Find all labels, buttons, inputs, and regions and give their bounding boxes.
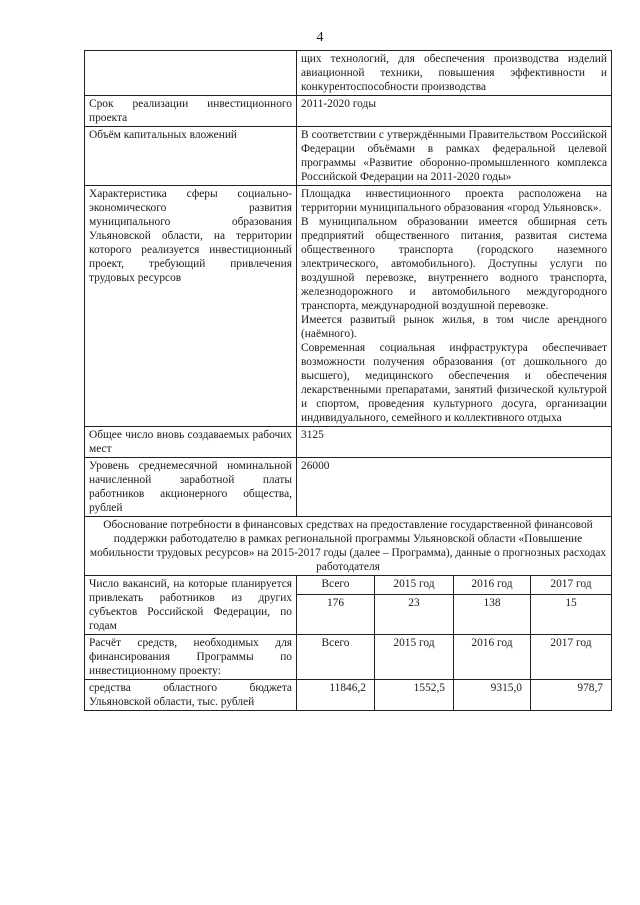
vacancies-header-total: Всего: [297, 576, 375, 595]
characteristics-paragraph: Имеется развитый рынок жилья, в том числе арендного (наёмного).: [301, 314, 608, 340]
budget-value-2016: 9315,0: [454, 680, 531, 711]
jobs-value: 3125: [297, 427, 612, 458]
vacancies-value-total: 176: [297, 595, 375, 635]
project-table: [84, 50, 612, 711]
vacancies-value-2017: 15: [531, 595, 612, 635]
budget-value-2017: 978,7: [531, 680, 612, 711]
period-label: Срок реализации инвестиционного проекта: [85, 96, 297, 127]
funds-header-2016: 2016 год: [454, 635, 531, 680]
row-salary: [85, 458, 612, 517]
vacancies-header-2016: 2016 год: [454, 576, 531, 595]
capital-label: Объём капитальных вложений: [85, 127, 297, 186]
page-number: 4: [316, 30, 324, 45]
budget-value-2015: 1552,5: [375, 680, 454, 711]
row-budget: [85, 680, 612, 711]
justification-heading: Обоснование потребности в финансовых средствах на предоставление государственной финансовой поддержки работодателю в рамках региональной программы Ульяновской области «Повышение мобильности трудовых ресурсов» на 2015-2017 годы (далее – Программа), данные о прогнозных расходах работодателя: [85, 517, 612, 576]
row-capital: [85, 127, 612, 186]
vacancies-value-2015: 23: [375, 595, 454, 635]
continuation-text: щих технологий, для обеспечения производства изделий авиационной техники, повышения эффективности и конкурентоспособности производства: [297, 51, 612, 96]
budget-label: средства областного бюджета Ульяновской области, тыс. рублей: [85, 680, 297, 711]
row-funds: [85, 635, 612, 680]
funds-label: Расчёт средств, необходимых для финансирования Программы по инвестиционному проекту:: [85, 635, 297, 680]
row-period: [85, 96, 612, 127]
funds-header-2017: 2017 год: [531, 635, 612, 680]
period-value: 2011-2020 годы: [297, 96, 612, 127]
salary-value: 26000: [297, 458, 612, 517]
characteristics-paragraph: Площадка инвестиционного проекта расположена на территории муниципального образования «город Ульяновск».: [301, 188, 608, 214]
characteristics-paragraph: В муниципальном образовании имеется обширная сеть предприятий общественного питания, развитая система общественного транспорта (городского наземного электрического, автомобильного). Доступны услуги по воздушной перевозке, внутреннего водного транспорта, железнодорожного и автомобильного междугородного транспорта, международной воздушной перевозке.: [301, 216, 608, 312]
salary-label: Уровень среднемесячной номинальной начисленной заработной платы работников акционерного общества, рублей: [85, 458, 297, 517]
vacancies-label: Число вакансий, на которые планируется привлекать работников из других субъектов Российской Федерации, по годам: [85, 576, 297, 635]
vacancies-header-2015: 2015 год: [375, 576, 454, 595]
continuation-label-cell: [85, 51, 297, 96]
vacancies-value-2016: 138: [454, 595, 531, 635]
capital-value: В соответствии с утверждёнными Правительством Российской Федерации объёмами в рамках федеральной целевой программы «Развитие оборонно-промышленного комплекса Российской Федерации на 2011-2020 годы»: [297, 127, 612, 186]
row-characteristics: [85, 186, 612, 427]
row-justification: [85, 517, 612, 576]
row-continuation: [85, 51, 612, 96]
funds-header-total: Всего: [297, 635, 375, 680]
characteristics-paragraph: Современная социальная инфраструктура обеспечивает возможности получения образования (от дошкольного до высшего), медицинского обеспечения и обеспечения лекарственными препаратами, занятий физической культурой и спортом, проведения культурного досуга, организации индивидуального, семейного и коллективного отдыха: [301, 342, 608, 424]
row-jobs: [85, 427, 612, 458]
characteristics-label: Характеристика сферы социально-экономического развития муниципального образования Ульяновской области, на территории которого реализуется инвестиционный проект, требующий привлечения трудовых ресурсов: [85, 186, 297, 427]
row-vacancies-header: [85, 576, 612, 595]
vacancies-header-2017: 2017 год: [531, 576, 612, 595]
characteristics-value: [297, 186, 612, 427]
jobs-label: Общее число вновь создаваемых рабочих мест: [85, 427, 297, 458]
funds-header-2015: 2015 год: [375, 635, 454, 680]
budget-value-total: 11846,2: [297, 680, 375, 711]
